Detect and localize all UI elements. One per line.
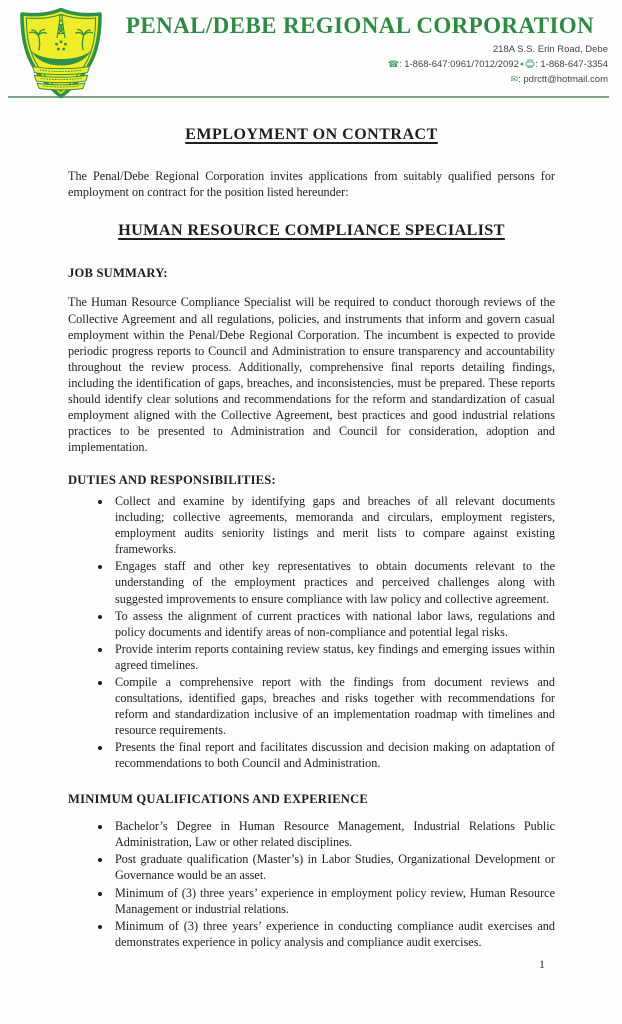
page-number: 1 [539, 957, 545, 971]
duty-item: • To assess the alignment of current practices with national labor laws, regulations and policy documents and identify areas of non-compliance and potential legal risks. [112, 608, 555, 640]
position-title: HUMAN RESOURCE COMPLIANCE SPECIALIST [118, 220, 505, 240]
duty-item: • Presents the final report and facilitates discussion and decision making on adaptation of recommendations to both Council and Administration. [112, 739, 555, 771]
fax-number: : 1-868-647-3354 [535, 58, 608, 70]
duty-item: • Collect and examine by identifying gaps and breaches of all relevant documents including; collective agreements, memoranda and circulars, employment registers, employment audits seniority listings and merit lists to compare against existing frameworks. [112, 493, 555, 557]
qualification-item: • Post graduate qualification (Master’s) in Labor Studies, Organizational Development or Governance would be an asset. [112, 851, 555, 883]
phone-number: : 1-868-647:0961/7012/2092 [398, 58, 519, 70]
qualification-item: • Bachelor’s Degree in Human Resource Management, Industrial Relations Public Administration, Law or other related disciplines. [112, 818, 555, 850]
organization-name: PENAL/DEBE REGIONAL CORPORATION [125, 13, 595, 38]
qualifications-list [68, 818, 555, 950]
document-content [0, 124, 622, 950]
letterhead [0, 0, 622, 94]
address-line [112, 43, 608, 58]
corporation-crest-logo [16, 6, 106, 100]
qualifications-heading: MINIMUM QUALIFICATIONS AND EXPERIENCE [68, 791, 368, 806]
duty-item: • Engages staff and other key representatives to obtain documents relevant to the understanding of the employment practices and perceived challenges along with suggested improvements to ensure compliance with law policy and collective agreement. [112, 558, 555, 606]
phone-icon: ☎ [387, 59, 399, 70]
intro-paragraph: The Penal/Debe Regional Corporation invites applications from suitably qualified persons for employment on contract for the position listed hereunder: [68, 169, 555, 200]
qualification-item: • Minimum of (3) three years’ experience in employment policy review, Human Resource Management or industrial relations. [112, 885, 555, 917]
fax-icon [525, 59, 535, 68]
duties-list [68, 493, 555, 772]
document-title: EMPLOYMENT ON CONTRACT [185, 126, 438, 143]
address-text: 218A S.S. Erin Road, Debe [492, 44, 608, 55]
job-summary-paragraph: The Human Resource Compliance Specialist will be required to conduct thorough reviews of the Collective Agreement and all regulations, policies, and instruments that inform and govern casual employment within the Penal/Debe Regional Corporation. The incumbent is expected to provide periodic progress reports to Council and Administration to ensure transparency and accountability throughout the review process. Additionally, comprehensive final reports detailing findings, including the identification of gaps, breaches, and inconsistencies, must be prepared. These reports should identify clear solutions and recommendations for the reform and standardization of casual employment aligned with the Collective Agreement, best practices and good industrial relations practices to be presented to Administration and Council for consideration, adoption and implementation. [68, 295, 555, 455]
duties-heading: DUTIES AND RESPONSIBILITIES: [68, 473, 276, 488]
job-summary-heading: JOB SUMMARY: [68, 265, 168, 280]
duty-item: • Compile a comprehensive report with the findings from document reviews and consultations, identified gaps, breaches and risks together with recommendations for reform and standardization inclusive of an implementation roadmap with timelines and resource requirements. [112, 674, 555, 738]
email-line [112, 73, 608, 88]
qualification-item: • Minimum of (3) three years’ experience in conducting compliance audit exercises and demonstrates experience in policy analysis and compliance audit exercises. [112, 918, 555, 950]
email-icon: ✉ [510, 74, 519, 85]
email-address: : pdrctt@hotmail.com [518, 73, 608, 85]
phone-fax-line [112, 58, 608, 73]
duty-item: • Provide interim reports containing review status, key findings and emerging issues within agreed timelines. [112, 641, 555, 673]
contact-block [112, 43, 608, 88]
separator-dot-icon: ● [519, 60, 525, 68]
